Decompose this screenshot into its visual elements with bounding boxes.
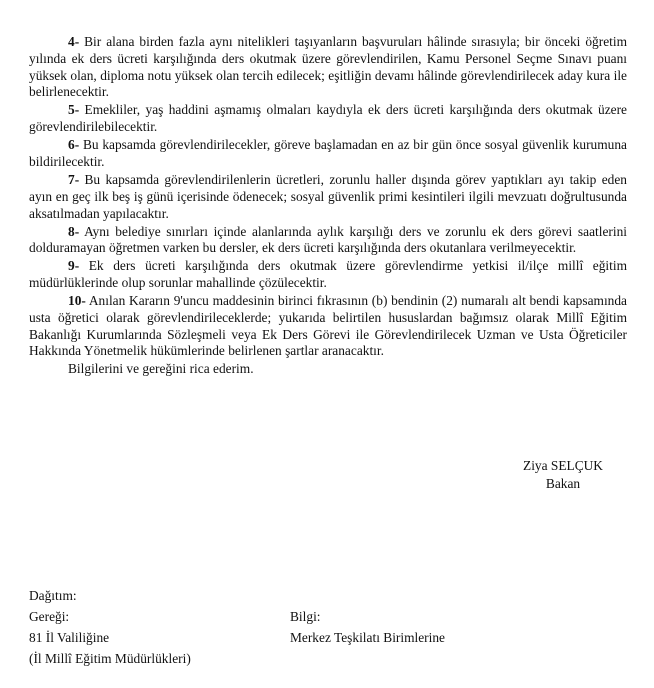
article-9 bbox=[29, 258, 627, 292]
article-number: 9- bbox=[68, 258, 80, 274]
article-7 bbox=[29, 172, 627, 222]
signatory-name: Ziya SELÇUK bbox=[523, 458, 603, 473]
signature-block bbox=[508, 457, 618, 492]
article-text: Ek ders ücreti karşılığında ders okutmak üzere görevlendirme yetkisi il/ilçe millî eğitim müdürlüklerinde olup sorunlar mahallinde çözülecektir. bbox=[29, 258, 627, 291]
article-5 bbox=[29, 102, 627, 136]
signatory-title: Bakan bbox=[545, 475, 581, 491]
bilgi-label: Bilgi: bbox=[290, 609, 321, 624]
article-10 bbox=[29, 293, 627, 360]
article-number: 5- bbox=[68, 102, 80, 118]
distribution-bilgi bbox=[290, 606, 590, 648]
gereği-recipient-note: (İl Millî Eğitim Müdürlükleri) bbox=[29, 651, 191, 666]
bilgi-recipient: Merkez Teşkilatı Birimlerine bbox=[290, 630, 445, 645]
closing-line: Bilgilerini ve gereğini rica ederim. bbox=[68, 361, 254, 377]
article-4 bbox=[29, 34, 627, 101]
distribution-gereği bbox=[29, 585, 279, 669]
article-text: Aynı belediye sınırları içinde alanlarında aylık karşılığı ders ve zorunlu ek ders görevi saatlerini dolduramayan öğretmen varken bu dersler, ek ders ücreti karşılığında ders okutanlara verilmeyecektir. bbox=[29, 223, 628, 256]
article-8 bbox=[29, 224, 627, 258]
article-text: Bu kapsamda görevlendirilecekler, göreve başlamadan en az bir gün önce sosyal güvenlik kurumuna bildirilecektir. bbox=[29, 137, 627, 169]
article-6 bbox=[29, 137, 627, 171]
article-text: Emekliler, yaş haddini aşmamış olmaları kaydıyla ek ders ücreti karşılığında ders okutmak üzere görevlendirilebilecektir. bbox=[29, 102, 627, 135]
article-number: 10- bbox=[68, 293, 86, 309]
article-text: Bir alana birden fazla aynı nitelikleri taşıyanların başvuruları hâlinde sırasıyla; bir önceki öğretim yılında ek ders ücreti karşılığında ders okutmak üzere görevlendirilen, Kamu Personel Seçme Sınavı puanı yüksek olan, diploma notu yüksek olan tercih edilecek; eşitliğin devamı hâlinde görevlendirilecek aday kura ile belirlenecektir. bbox=[29, 34, 627, 100]
article-number: 7- bbox=[68, 171, 80, 187]
distribution-heading: Dağıtım: bbox=[29, 588, 77, 603]
article-number: 6- bbox=[68, 137, 80, 153]
document-body bbox=[29, 34, 627, 379]
article-text: Anılan Kararın 9'uncu maddesinin birinci fıkrasının (b) bendinin (2) numaralı alt bendi kapsamında usta öğretici olarak görevlendirileceklerde; yukarıda belirtilen hususlardan bağımsız olarak Millî Eğitim Bakanlığı Kurumlarında Sözleşmeli veya Ek Ders Görevi ile Görevlendirilecek Uzman ve Usta Öğreticiler Hakkında Yönetmelik hükümlerinde belirlenen şartlar aranacaktır. bbox=[29, 293, 628, 359]
gereği-recipient: 81 İl Valiliğine bbox=[29, 630, 110, 645]
article-number: 8- bbox=[68, 223, 80, 239]
article-number: 4- bbox=[68, 34, 80, 49]
gereği-label: Gereği: bbox=[29, 609, 70, 624]
article-text: Bu kapsamda görevlendirilenlerin ücretleri, zorunlu haller dışında görev yaptıkları ayı takip eden ayın en geç ilk beş iş günü içerisinde ödenecek; sosyal güvenlik primi kesintileri ilgili mevzuatı doğrultusunda aksatılmadan yapılacaktır. bbox=[29, 171, 627, 221]
